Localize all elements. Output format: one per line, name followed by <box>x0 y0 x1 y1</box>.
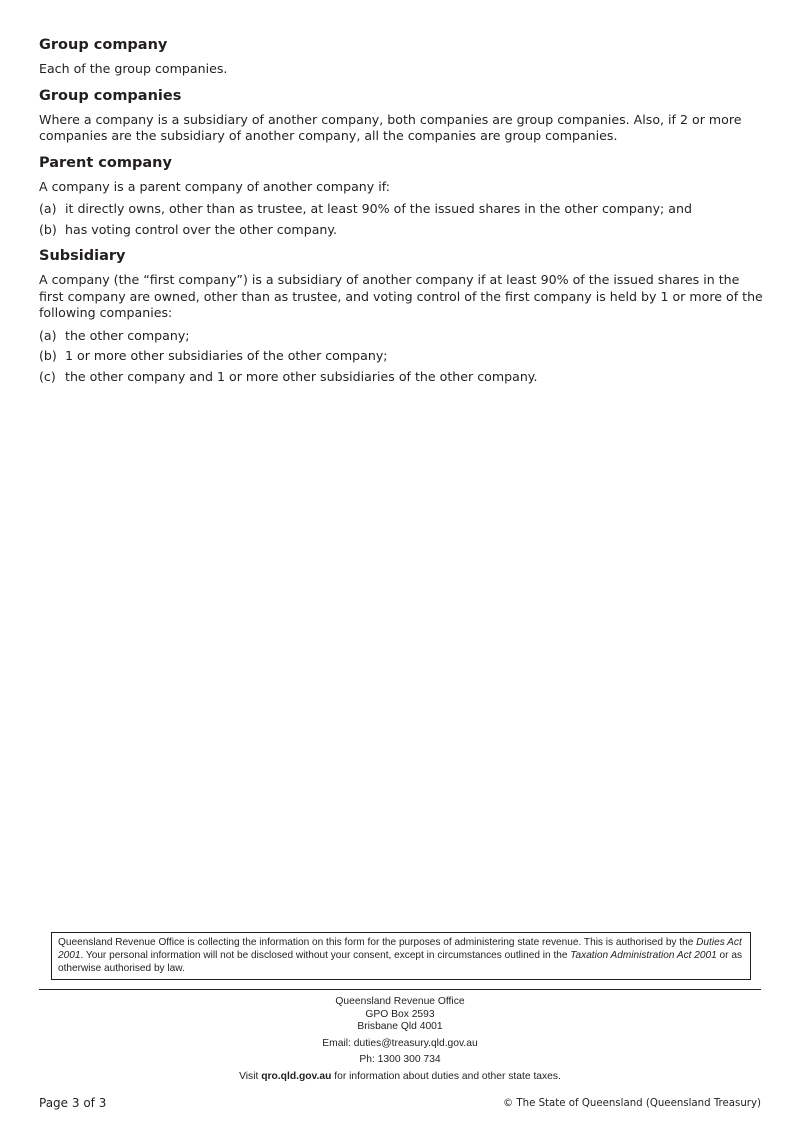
list-item-text: 1 or more other subsidiaries of the other company; <box>65 348 388 363</box>
list-item-text: has voting control over the other company. <box>65 221 338 237</box>
website-link[interactable]: qro.qld.gov.au <box>261 1070 332 1082</box>
list-item <box>39 348 764 365</box>
visit-suffix: for information about duties and other state taxes. <box>331 1070 561 1082</box>
list-item <box>39 328 764 345</box>
list-item <box>39 222 764 239</box>
heading-parent-company: Parent company <box>39 154 172 171</box>
parent-company-text: A company is a parent company of another company if: <box>39 178 390 194</box>
address-line-1: Queensland Revenue Office <box>335 996 465 1007</box>
document-body <box>39 36 764 389</box>
list-item <box>39 201 764 218</box>
contact-email: Email: duties@treasury.qld.gov.au <box>322 1037 478 1049</box>
parent-company-list <box>39 201 764 238</box>
group-company-text: Each of the group companies. <box>39 61 228 76</box>
heading-subsidiary: Subsidiary <box>39 248 126 264</box>
notice-text-1: Queensland Revenue Office is collecting the information on this form for the purposes of administering state revenue. This is authorised by the <box>58 937 697 948</box>
list-item-text: the other company; <box>65 327 190 343</box>
list-marker: (a) <box>39 327 57 343</box>
list-item-text: the other company and 1 or more other subsidiaries of the other company. <box>65 368 538 384</box>
list-item-text: it directly owns, other than as trustee, at least 90% of the issued shares in the other company; and <box>65 201 692 216</box>
notice-text-2: . Your personal information will not be disclosed without your consent, except in circumstances outlined in the <box>80 950 571 961</box>
notice-act-duties: Duties Act 2001 <box>58 937 742 961</box>
list-marker: (b) <box>39 221 57 237</box>
subsidiary-list <box>39 328 764 386</box>
address-line-3: Brisbane Qld 4001 <box>357 1021 443 1032</box>
notice-text-3: or as otherwise authorised by law. <box>58 950 742 974</box>
address-line-2: GPO Box 2593 <box>365 1008 435 1020</box>
list-marker: (c) <box>39 368 56 384</box>
contact-block <box>0 996 800 1083</box>
copyright: © The State of Queensland (Queensland Treasury) <box>502 1098 761 1109</box>
page-number: Page 3 of 3 <box>39 1096 107 1110</box>
contact-phone: Ph: 1300 300 734 <box>359 1054 441 1065</box>
visit-line <box>0 1071 800 1084</box>
heading-group-companies: Group companies <box>39 87 182 104</box>
privacy-notice <box>51 932 751 980</box>
footer-divider <box>39 989 761 990</box>
notice-act-taxation: Taxation Administration Act 2001 <box>570 950 717 961</box>
heading-group-company: Group company <box>39 37 168 53</box>
list-marker: (b) <box>39 348 57 363</box>
group-companies-text: Where a company is a subsidiary of another company, both companies are group companies. Also, if 2 or more companies are the subsidiary of another company, all the companies are group companies. <box>39 111 742 143</box>
list-marker: (a) <box>39 201 57 216</box>
visit-prefix: Visit <box>239 1070 262 1082</box>
list-item <box>39 369 764 386</box>
subsidiary-text: A company (the “first company”) is a subsidiary of another company if at least 90% of the issued shares in the first company are owned, other than as trustee, and voting control of the first company is held by 1 or more of the following companies: <box>39 272 763 320</box>
